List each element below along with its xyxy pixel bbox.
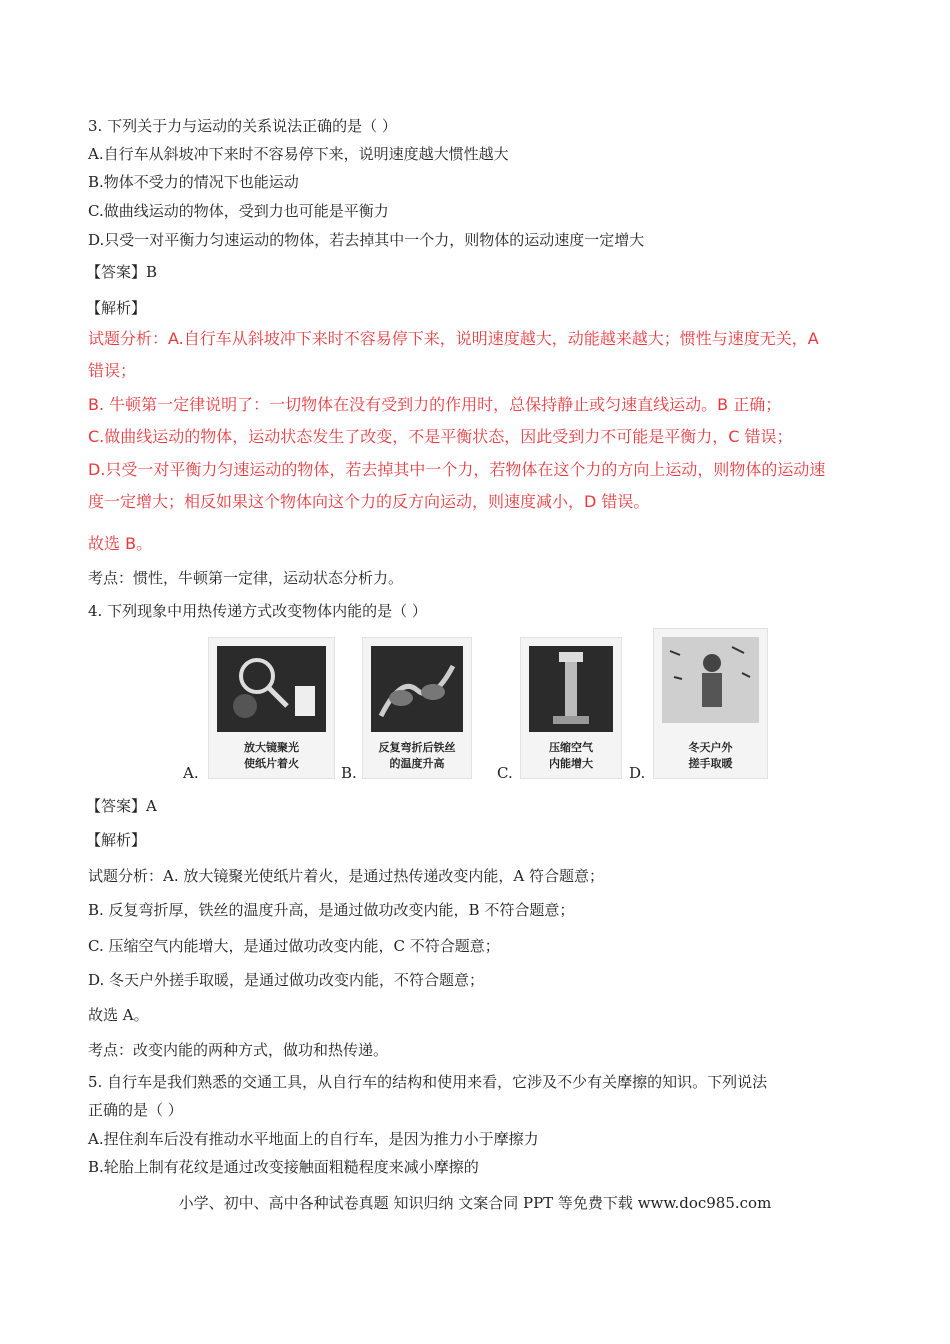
q3-analysis-line: 错误； <box>88 361 137 380</box>
q4-option-d-image <box>653 628 768 779</box>
q3-option-c: C.做曲线运动的物体，受到力也可能是平衡力 <box>88 202 389 220</box>
q3-answer: 【答案】B <box>86 263 158 281</box>
q3-analysis-label: 【解析】 <box>86 299 147 317</box>
compress-air-scene-icon <box>529 646 613 732</box>
q4-kaodian: 考点：改变内能的两种方式，做功和热传递。 <box>88 1041 389 1059</box>
q4-stem: 4. 下列现象中用热传递方式改变物体内能的是（ ） <box>88 602 427 620</box>
q5-option-b: B.轮胎上制有花纹是通过改变接触面粗糙程度来减小摩擦的 <box>88 1158 479 1176</box>
q3-conclusion: 故选 B。 <box>88 534 153 553</box>
q3-analysis-line: 度一定增大；相反如果这个物体向这个力的反方向运动，则速度减小，D 错误。 <box>88 492 650 511</box>
q3-stem: 3. 下列关于力与运动的关系说法正确的是（ ） <box>88 117 397 135</box>
q4-analysis-line: C. 压缩空气内能增大，是通过做功改变内能，C 不符合题意； <box>88 937 500 955</box>
q4-option-letter: A. <box>183 764 199 782</box>
q3-analysis-line: B. 牛顿第一定律说明了：一切物体在没有受到力的作用时，总保持静止或匀速直线运动。B 正确； <box>88 395 782 414</box>
q4-analysis-line: 试题分析：A. 放大镜聚光使纸片着火，是通过热传递改变内能，A 符合题意； <box>88 867 604 885</box>
q3-option-b: B.物体不受力的情况下也能运动 <box>88 173 299 191</box>
q3-option-d: D.只受一对平衡力匀速运动的物体，若去掉其中一个力，则物体的运动速度一定增大 <box>88 231 645 249</box>
q4-option-b-image <box>362 637 472 779</box>
q4-option-letter: B. <box>341 764 357 782</box>
bending-wire-scene-icon <box>371 646 463 732</box>
q3-analysis-line: D.只受一对平衡力匀速运动的物体，若去掉其中一个力，若物体在这个力的方向上运动，则物体的运动速 <box>88 460 826 479</box>
q5-stem: 5. 自行车是我们熟悉的交通工具，从自行车的结构和使用来看，它涉及不少有关摩擦的知识。下列说法 <box>88 1073 768 1091</box>
q3-analysis-line: C.做曲线运动的物体，运动状态发生了改变，不是平衡状态，因此受到力不可能是平衡力，C 错误； <box>88 427 793 446</box>
q4-option-a-caption: 放大镜聚光 使纸片着火 <box>244 741 299 770</box>
q3-kaodian: 考点：惯性，牛顿第一定律，运动状态分析力。 <box>88 569 404 587</box>
q4-option-a-image <box>208 637 335 779</box>
q4-option-c-image <box>520 637 622 779</box>
q4-option-letter: D. <box>629 764 646 782</box>
q4-conclusion: 故选 A。 <box>88 1006 149 1024</box>
magnifier-scene-icon <box>217 646 326 732</box>
q4-analysis-label: 【解析】 <box>86 831 147 849</box>
q4-option-c-caption: 压缩空气 内能增大 <box>549 741 593 770</box>
q5-option-a: A.捏住刹车后没有推动水平地面上的自行车，是因为推力小于摩擦力 <box>88 1130 539 1148</box>
q4-answer: 【答案】A <box>86 797 157 815</box>
page-footer: 小学、初中、高中各种试卷真题 知识归纳 文案合同 PPT 等免费下载 www.doc985.com <box>178 1194 772 1212</box>
q4-option-letter: C. <box>497 764 513 782</box>
rub-hands-scene-icon <box>662 637 759 723</box>
q5-stem-continued: 正确的是（ ） <box>88 1101 183 1119</box>
q3-analysis-line: 试题分析：A.自行车从斜坡冲下来时不容易停下来，说明速度越大，动能越来越大；惯性与速度无关，A <box>88 329 819 348</box>
q3-option-a: A.自行车从斜坡冲下来时不容易停下来，说明速度越大惯性越大 <box>88 145 509 163</box>
q4-option-d-caption: 冬天户外 搓手取暖 <box>688 741 733 770</box>
q4-analysis-line: B. 反复弯折厚，铁丝的温度升高，是通过做功改变内能，B 不符合题意； <box>88 901 575 919</box>
q4-option-b-caption: 反复弯折后铁丝 的温度升高 <box>378 741 456 770</box>
q4-analysis-line: D. 冬天户外搓手取暖，是通过做功改变内能，不符合题意； <box>88 971 485 989</box>
